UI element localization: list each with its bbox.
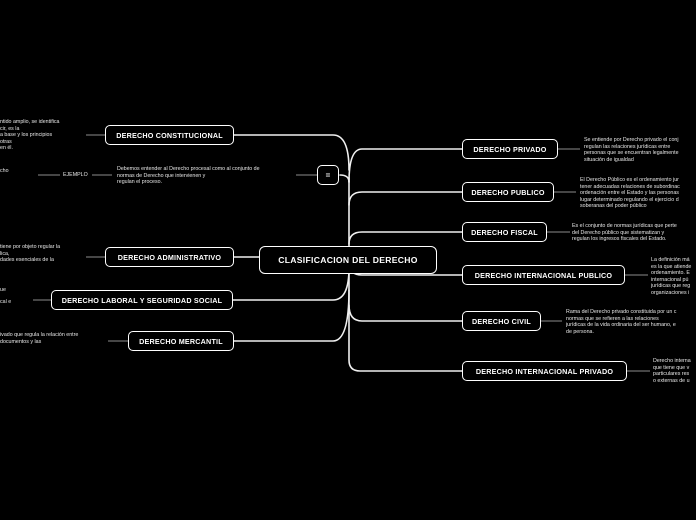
node-derecho-laboral[interactable] bbox=[51, 290, 233, 310]
node-derecho-fiscal[interactable] bbox=[462, 222, 547, 242]
desc-laboral: ue cal e bbox=[0, 287, 12, 305]
example-text: cho bbox=[0, 168, 9, 174]
node-derecho-mercantil[interactable] bbox=[128, 331, 234, 351]
desc-constitucional: ntido amplio, se identifica cir, es la a base y los principios otras en él. bbox=[0, 119, 60, 152]
node-derecho-civil[interactable] bbox=[462, 311, 541, 331]
desc-internacional-privado: Derecho interna que tiene que v particulares res o externas de u bbox=[653, 358, 691, 384]
desc-administrativo: tiene por objeto regular la lica, dades esenciales de la bbox=[0, 244, 61, 264]
root-label: CLASIFICACION DEL DERECHO bbox=[278, 255, 418, 265]
node-label: DERECHO INTERNACIONAL PUBLICO bbox=[474, 270, 613, 280]
root-node[interactable] bbox=[259, 246, 437, 274]
equals-node[interactable] bbox=[317, 165, 339, 185]
node-derecho-internacional-privado[interactable] bbox=[462, 361, 627, 381]
desc-procesal: Debemos entender al Derecho procesal como al conjunto de normas de Derecho que intervienen y regulan el proceso. bbox=[117, 166, 260, 186]
desc-internacional-publico: La definición má es la que atiende ordenamiento. E internacional pú jurídicas que reg organizaciones i bbox=[651, 257, 692, 296]
node-label: DERECHO CIVIL bbox=[472, 316, 531, 326]
node-label: DERECHO PUBLICO bbox=[471, 187, 545, 197]
node-label: DERECHO MERCANTIL bbox=[139, 336, 223, 346]
node-label: DERECHO LABORAL Y SEGURIDAD SOCIAL bbox=[61, 295, 223, 305]
node-label: DERECHO FISCAL bbox=[471, 227, 538, 237]
node-derecho-internacional-publico[interactable] bbox=[462, 265, 625, 285]
node-derecho-constitucional[interactable] bbox=[105, 125, 234, 145]
node-label: DERECHO PRIVADO bbox=[473, 144, 547, 154]
node-label: DERECHO ADMINISTRATIVO bbox=[117, 252, 222, 262]
desc-privado: Se entiende por Derecho privado el conj regulan las relaciones jurídicas entre personas que se encuentran legalmente situación de igualdad bbox=[584, 137, 679, 163]
desc-publico: El Derecho Público es el ordenamiento jur tener adecuadas relaciones de subordinac ordenación entre el Estado y las personas lugar determinado regulando el ejercicio d soberanas del poder público bbox=[580, 177, 680, 210]
node-derecho-administrativo[interactable] bbox=[105, 247, 234, 267]
desc-fiscal: Es el conjunto de normas jurídicas que perte del Derecho público que sistematizan y regulan los ingresos fiscales del Estado. bbox=[572, 223, 677, 243]
node-label: DERECHO INTERNACIONAL PRIVADO bbox=[475, 366, 614, 376]
example-label[interactable]: EJEMPLO bbox=[63, 172, 88, 178]
desc-mercantil: ivado que regula la relación entre documentos y las bbox=[0, 332, 79, 345]
node-label: DERECHO CONSTITUCIONAL bbox=[116, 130, 223, 140]
desc-civil: Rama del Derecho privado constituida por un c normas que se refieren a las relaciones jurídicas de la vida ordinaria del ser humano, e de persona. bbox=[566, 309, 677, 335]
equals-label: = bbox=[325, 170, 331, 180]
node-derecho-publico[interactable] bbox=[462, 182, 554, 202]
node-derecho-privado[interactable] bbox=[462, 139, 558, 159]
